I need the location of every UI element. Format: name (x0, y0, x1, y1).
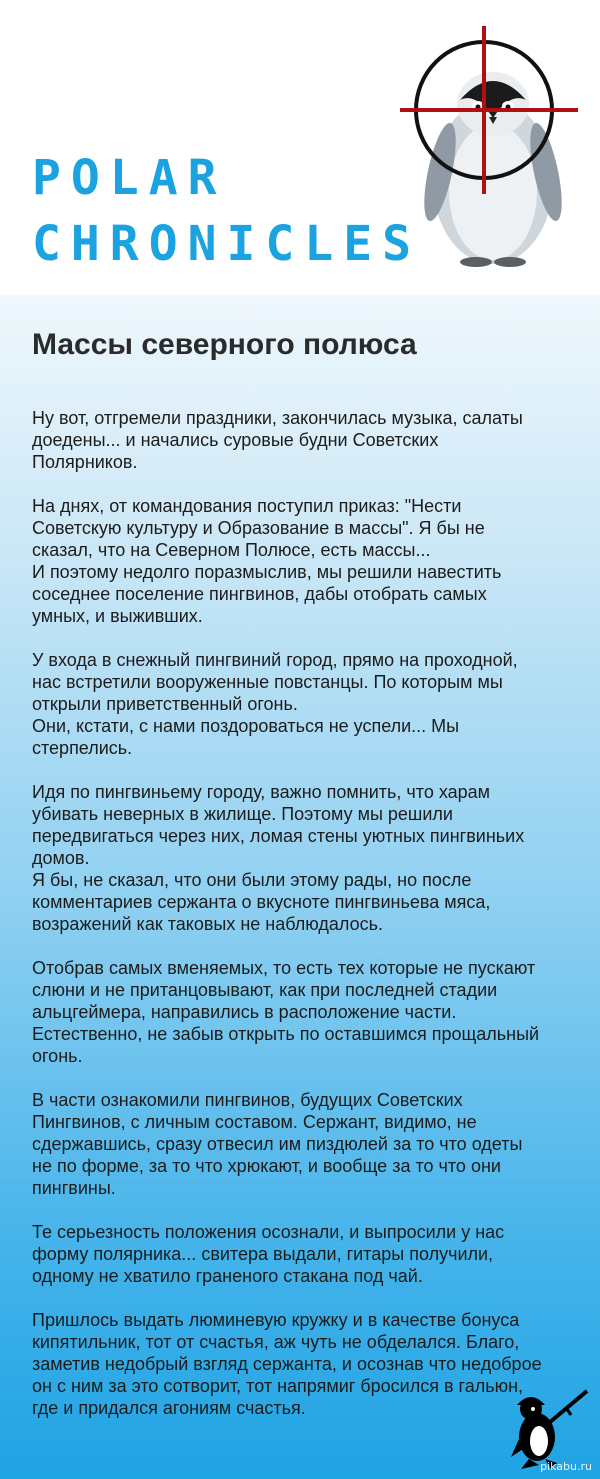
paragraph: Те серьезность положения осознали, и выпросили у нас форму полярника... свитера выдали, гитары получили, одному не хватило граненого стакана под чай. (32, 1222, 505, 1286)
paragraph: На днях, от командования поступил приказ: "Нести Советскую культуру и Образование в массы". Я бы не сказал, что на Северном Полюсе, есть массы... И поэтому недолго поразмыслив, мы решили навестить соседнее поселение пингвинов, дабы отобрать самых умных, и выживших. (32, 496, 502, 626)
paragraph: Идя по пингвиньему городу, важно помнить, что харам убивать неверных в жилище. Поэтому мы решили передвигаться через них, ломая стены уютных пингвиньих домов. Я бы, не сказал, что они были этому рады, но после комментариев сержанта о вкусноте пингвиньева мяса, возражений как таковых не наблюдалось. (32, 782, 525, 934)
watermark: pikabu.ru (540, 1460, 592, 1473)
penguin-soldier-icon (495, 1385, 590, 1470)
logo-line-1: POLAR (32, 150, 227, 206)
article-title: Массы северного полюса (32, 328, 417, 361)
paragraph: Пришлось выдать люминевую кружку и в качестве бонуса кипятильник, тот от счастья, аж чуть не обделался. Благо, заметив недобрый взгляд сержанта, и осознав что недоброе он с ним за это сотворит, тот напрямиг бросился в гальюн, где и придался агониям счастья. (32, 1310, 542, 1418)
paragraph: В части ознакомили пингвинов, будущих Советских Пингвинов, с личным составом. Сержант, видимо, не сдержавшись, сразу отвесил им пиздюлей за то что одеты не по форме, за то что хрюкают, и вообще за то что они пингвины. (32, 1090, 523, 1198)
paragraph: У входа в снежный пингвиний город, прямо на проходной, нас встретили вооруженные повстанцы. По которым мы открыли приветственный огонь. Они, кстати, с нами поздороваться не успели... Мы стерпелись. (32, 650, 518, 758)
article-body (32, 407, 582, 1441)
header (0, 0, 600, 295)
paragraph: Отобрав самых вменяемых, то есть тех которые не пускают слюни и не пританцовывают, как при последней стадии альцгеймера, направились в расположение части. Естественно, не забыв открыть по оставшимся прощальный огонь. (32, 958, 540, 1066)
penguin-crosshair-icon (398, 22, 580, 272)
paragraph: Ну вот, отгремели праздники, закончилась музыка, салаты доедены... и начались суровые будни Советских Полярников. (32, 408, 523, 472)
logo-line-2: CHRONICLES (32, 216, 421, 272)
